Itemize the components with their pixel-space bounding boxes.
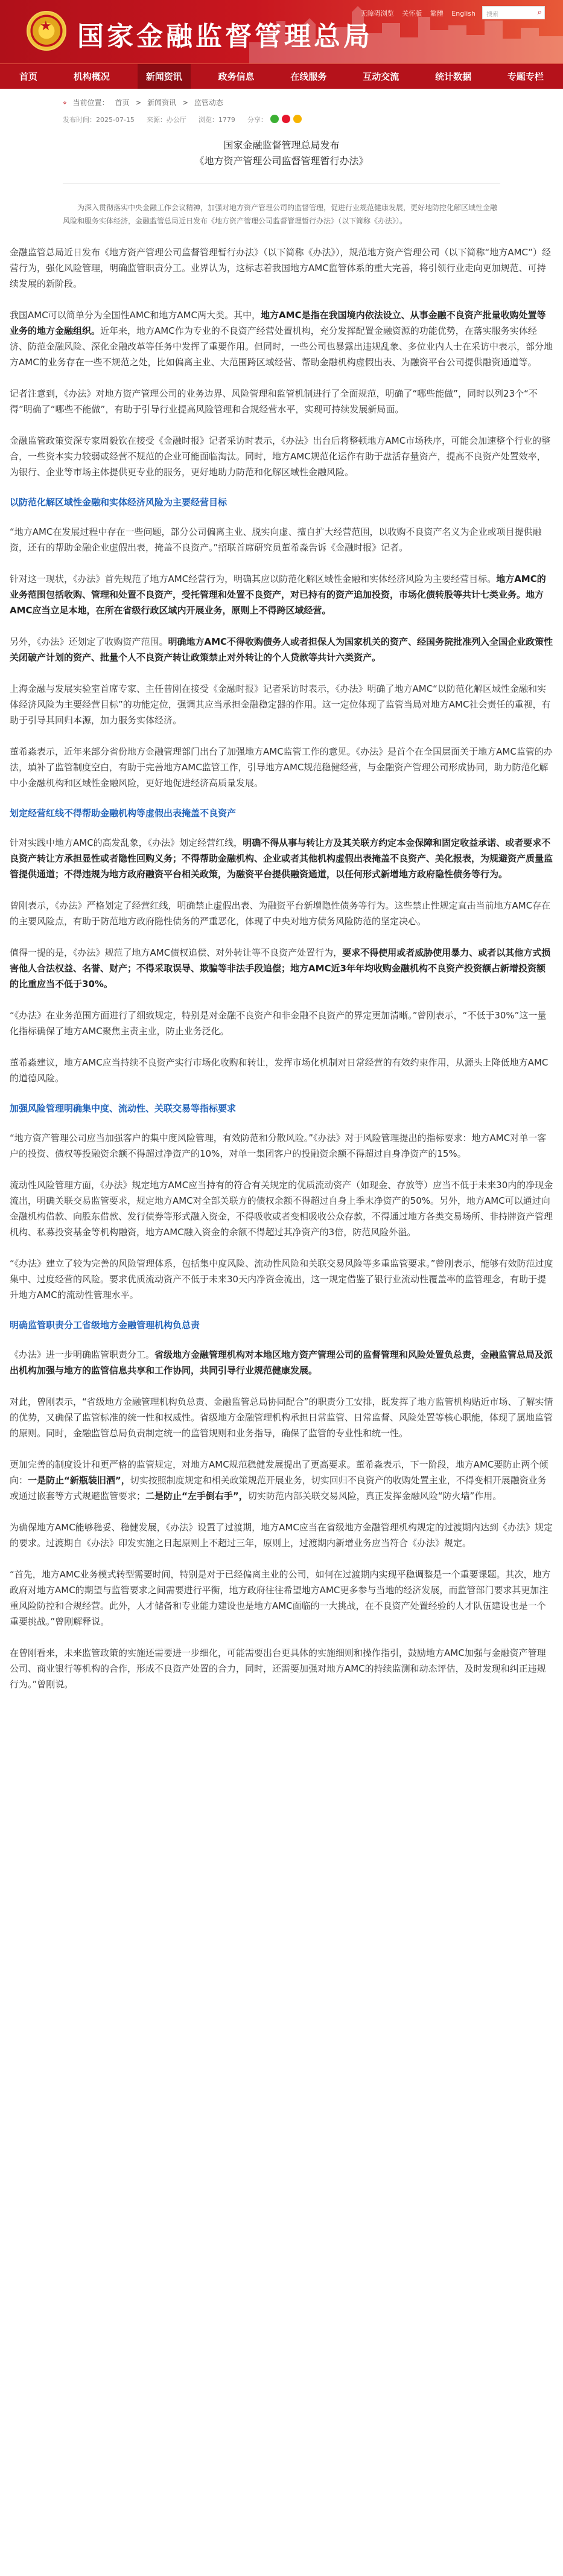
article-paragraph: [10, 1394, 553, 1441]
paragraph-text: 更加完善的制度设计和更严格的监管规定，对地方AMC规范稳健发展提出了更高要求。董希淼表示，下一阶段，地方AMC要防止两个倾向：: [10, 1459, 549, 1486]
paragraph-text: 切实防范内部关联交易风险，真正发挥金融风险“防火墙”作用。: [247, 1491, 502, 1501]
paragraph-text: “地方AMC在发展过程中存在一些问题，部分公司偏离主业、脱实向虚、擅自扩大经营范围，以收购不良资产名义为企业或项目提供融资，还有的帮助金融企业虚假出表，掩盖不良资产。”招联首席研究员董希淼告诉《金融时报》记者。: [10, 526, 542, 553]
paragraph-text: 对此，曾刚表示，“省级地方金融管理机构负总责、金融监管总局协同配合”的职责分工安排，既发挥了地方监管机构贴近市场、了解实情的优势，又确保了监管标准的统一性和权威性。省级地方金融管理机构承担日常监管、日常监督、风险处置等核心职能，体现了属地监管的原则。同时，金融监管总局负责制定统一的监管规则和业务指导，确保了监管的专业性和统一性。: [10, 1396, 553, 1439]
wechat-share-icon[interactable]: [270, 115, 279, 123]
section-heading: 明确监管职责分工省级地方金融管理机构负总责: [10, 1320, 200, 1331]
article-paragraph: [10, 524, 553, 555]
article-title-line1: 国家金融监督管理总局发布: [223, 139, 340, 151]
article-paragraph: [10, 433, 553, 480]
paragraph-text: 金融监管政策资深专家周毅钦在接受《金融时报》记者采访时表示，《办法》出台后将整顿地方AMC市场秩序，可能会加速整个行业的整合，一些资本实力较弱或经营不规范的企业可能面临淘汰。同时，地方AMC规范化运作有助于盘活存量资产，提高不良资产处置效率，为银行、企业等市场主体提供更专业的服务，更好地助力防范和化解区域性金融风险。: [10, 435, 551, 478]
paragraph-text: “首先，地方AMC业务模式转型需要时间，特别是对于已经偏离主业的公司，如何在过渡期内实现平稳调整是一个重要课题。其次，地方政府对地方AMC的期望与监管要求之间需要进行平衡，地方政府往往希望地方AMC更多参与当地的经济发展，而监管部门要求其更加注重风险防控和合规经营。此外，人才储备和专业能力建设也是地方AMC面临的一大挑战，在不良资产处置经验的人才队伍建设也是一个重要挑战。”曾刚解释说。: [10, 1569, 551, 1627]
traditional-chinese-link[interactable]: 繁體: [430, 10, 444, 18]
article-paragraph: [10, 1347, 553, 1378]
weibo-share-icon[interactable]: [282, 115, 290, 123]
emphasis-text: 地方AMC是指在我国境内依法设立、从事金融不良资产批量收购处置等业务的地方金融组织。: [10, 310, 546, 336]
article-paragraph: [10, 1567, 553, 1629]
section-heading: 划定经营红线不得帮助金融机构等虚假出表掩盖不良资产: [10, 808, 237, 819]
article-paragraph: [10, 945, 553, 992]
article-paragraph: [10, 1645, 553, 1692]
article-abstract: 为深入贯彻落实中央金融工作会议精神，加强对地方资产管理公司的监督管理，促进行业规范健康发展，更好地防控化解区域性金融风险和服务实体经济，金融监管总局近日发布《地方资产管理公司监督管理暂行办法》（以下简称《办法》）。: [63, 203, 498, 225]
nav-online-service[interactable]: 在线服务: [290, 71, 327, 82]
article-paragraph: [10, 634, 553, 665]
paragraph-text: 记者注意到，《办法》对地方资产管理公司的业务边界、风险管理和监管机制进行了全面规范，明确了“哪些能做”，同时以列23个“不得”明确了“哪些不能做”，有助于引导行业提高风险管理和合规经营水平，实现可持续发展新局面。: [10, 388, 538, 415]
paragraph-text: 董希淼表示，近年来部分省份地方金融管理部门出台了加强地方AMC监管工作的意见。《办法》是首个在全国层面关于地方AMC监管的办法，填补了监管制度空白，有助于完善地方AMC监管工作，引导地方AMC规范稳健经营，与金融资产管理公司形成协同，助力防范化解中小金融机构和区域性金融风险，更好地促进经济高质量发展。: [10, 746, 553, 788]
site-header: [0, 0, 563, 63]
article-paragraph: [10, 571, 553, 618]
paragraph-text: 《办法》进一步明确监管职责分工。: [10, 1349, 155, 1360]
article-paragraph: [10, 1256, 553, 1303]
search-placeholder: 搜索: [486, 11, 498, 18]
paragraph-text: 上海金融与发展实验室首席专家、主任曾刚在接受《金融时报》记者采访时表示，《办法》明确了地方AMC“以防范化解区域性金融和实体经济风险为主要经营目标”的功能定位，强调其应当承担金融稳定器的作用。这一定位体现了监管当局对地方AMC社会责任的重视，有助于引导其回归本源，加力服务实体经济。: [10, 683, 551, 726]
section-heading: 加强风险管理明确集中度、流动性、关联交易等指标要求: [10, 1103, 237, 1114]
emphasis-text: 一是防止“新瓶装旧酒”，: [28, 1475, 130, 1486]
paragraph-text: 值得一提的是，《办法》规范了地方AMC债权追偿、对外转让等不良资产处置行为，: [10, 947, 343, 958]
paragraph-text: 曾刚表示，《办法》严格划定了经营红线，明确禁止虚假出表、为融资平台新增隐性债务等行为。这些禁止性规定直击当前地方AMC存在的主要风险点，有助于防范地方政府隐性债务的严重恶化，体现了中央对地方债务风险防范的坚定决心。: [10, 900, 551, 927]
paragraph-text: 金融监管总局近日发布《地方资产管理公司监督管理暂行办法》（以下简称《办法》），规范地方资产管理公司（以下简称“地方AMC”）经营行为，强化风险管理，明确监管职责分工。业界认为，这标志着我国地方AMC监管体系的重大完善，将引领行业走向更加规范、可持续发展的新阶段。: [10, 247, 552, 289]
paragraph-text: 在曾刚看来，未来监管政策的实施还需要进一步细化，可能需要出台更具体的实施细则和操作指引，鼓励地方AMC加强与金融资产管理公司、商业银行等机构的合作，形成不良资产处置的合力，同时，还需要加强对地方AMC的持续监测和动态评估，及时发现和纠正违规行为。”曾刚说。: [10, 1648, 546, 1690]
emphasis-text: 明确不得从事与转让方及其关联方约定本金保障和固定收益承诺、或者要求不良资产转让方承担显性或者隐性回购义务；不得帮助金融机构、企业或者其他机构虚假出表掩盖不良资产、美化报表，为规避资产质量监管提供通道；不得违规为地方政府融资平台相关政策，为融资平台提供融资通道，以任何形式新增地方政府隐性债务等行为。: [10, 837, 553, 880]
article-paragraph: [10, 1008, 553, 1039]
paragraph-text: “《办法》建立了较为完善的风险管理体系，包括集中度风险、流动性风险和关联交易风险等多重监管要求。”曾刚表示，能够有效防范过度集中、过度经营的风险。要求优质流动资产不低于未来30天内净资金流出，这一规定借鉴了银行业流动性覆盖率的监管理念，有助于提升地方AMC的流动性管理水平。: [10, 1258, 553, 1300]
search-icon[interactable]: ⌕: [537, 8, 542, 17]
article-paragraph: [10, 1055, 553, 1086]
search-input[interactable]: [482, 6, 545, 19]
article-paragraph: [10, 1520, 553, 1551]
top-links: [355, 8, 476, 18]
article-title: [0, 124, 563, 169]
publish-date: 发布时间：2025-07-15: [63, 116, 135, 124]
breadcrumb: [0, 89, 563, 107]
article-title-line2: 《地方资产管理公司监督管理暂行办法》: [194, 155, 369, 167]
emphasis-text: 要求不得使用或者威胁使用暴力、或者以其他方式损害他人合法权益、名誉、财产；不得采取误导、欺骗等非法手段追偿；地方AMC近3年年均收购金融机构不良资产投资额占新增投资额的比重应当不低于30%。: [10, 947, 551, 989]
section-heading: 以防范化解区域性金融和实体经济风险为主要经营目标: [10, 497, 227, 508]
breadcrumb-home[interactable]: 首页: [115, 98, 130, 107]
location-icon: ⌖: [63, 98, 67, 107]
article-paragraph: [10, 307, 553, 370]
share-label: 分享：: [247, 116, 267, 124]
breadcrumb-current[interactable]: 监管动态: [194, 98, 223, 107]
main-nav: [0, 63, 563, 89]
paragraph-text: 针对实践中地方AMC的高发乱象，《办法》划定经营红线，: [10, 837, 243, 848]
emphasis-text: 明确地方AMC不得收购债务人或者担保人为国家机关的资产、经国务院批准列入全国企业政策性关闭破产计划的资产、批量个人不良资产转让政策禁止对外转让的个人贷款等共计六类资产。: [10, 636, 553, 663]
article-meta: [0, 107, 563, 124]
article-paragraph: [10, 898, 553, 929]
paragraph-text: 为确保地方AMC能够稳妥、稳健发展，《办法》设置了过渡期，地方AMC应当在省级地方金融管理机构规定的过渡期内达到《办法》规定的要求。过渡期自《办法》印发实施之日起原则上不超过三年，原则上，过渡期内新增业务应当符合《办法》规定。: [10, 1522, 553, 1548]
paragraph-text: 另外，《办法》还划定了收购资产范围。: [10, 636, 168, 647]
nav-about[interactable]: 机构概况: [73, 71, 110, 82]
article-paragraph: [10, 386, 553, 417]
paragraph-text: 董希淼建议，地方AMC应当持续不良资产实行市场化收购和转让，发挥市场化机制对日常经营的有效约束作用，从源头上降低地方AMC的道德风险。: [10, 1057, 549, 1084]
article-paragraph: [10, 1177, 553, 1240]
national-emblem-icon[interactable]: ★: [27, 11, 66, 51]
article-paragraph: [10, 681, 553, 728]
paragraph-text: 流动性风险管理方面，《办法》规定地方AMC应当持有的符合有关规定的优质流动资产（如现金、存放等）应当不低于未来30内的净现金流出，明确关联交易监管要求，规定地方AMC对全部关联方的债权余额不得超过自身上季末净资产的50%。另外，地方AMC可以通过向金融机构借款、向股东借款、发行债券等形式融入资金，不得吸收或者变相吸收公众存款，不得通过地方各类交易场所、非持牌资产管理机构、私募投资基金等机构融资，地方AMC融入资金的余额不得超过其净资产的3倍，防范风险外溢。: [10, 1180, 553, 1238]
article-paragraph: [10, 244, 553, 292]
paragraph-text: “地方资产管理公司应当加强客户的集中度风险管理，有效防范和分散风险。”《办法》对于风险管理提出的指标要求：地方AMC对单一客户的投资、债权等投融资余额不得超过净资产的10%，对单一集团客户的投融资余额不得超过自身净资产的15%。: [10, 1133, 547, 1159]
nav-news[interactable]: 新闻资讯: [138, 64, 191, 89]
view-count: 浏览：1779: [198, 116, 235, 124]
breadcrumb-separator: >: [182, 98, 189, 107]
nav-topics[interactable]: 专题专栏: [507, 71, 544, 82]
emphasis-text: 地方AMC的业务范围包括收购、管理和处置不良资产，受托管理和处置不良资产，对已持有的资产追加投资，市场化债转股等共计七类业务。地方AMC应当立足本地，在所在省级行政区域内开展业务，原则上不得跨区域经营。: [10, 574, 546, 616]
accessibility-link[interactable]: 无障碍浏览: [360, 10, 394, 18]
qzone-share-icon[interactable]: [293, 115, 302, 123]
emphasis-text: 省级地方金融管理机构对本地区地方资产管理公司的监督管理和风险处置负总责，金融监管总局及派出机构加强与地方的监管信息共享和工作协同，共同引导行业规范健康发展。: [10, 1349, 553, 1376]
nav-government-info[interactable]: 政务信息: [218, 71, 255, 82]
paragraph-text: “《办法》在业务范围方面进行了细致规定，特别是对金融不良资产和非金融不良资产的界定更加清晰。”曾刚表示，“不低于30%”这一量化指标确保了地方AMC聚焦主责主业，防止业务泛化。: [10, 1010, 547, 1037]
share-bar: [247, 115, 302, 124]
emphasis-text: 二是防止“左手倒右手”，: [145, 1491, 248, 1501]
paragraph-text: 切实按照制度规定和相关政策规范开展业务，切实回归不良资产的收购处置主业，不得变相开展融资业务或通过嵌套等方式规避监管要求；: [10, 1475, 547, 1501]
paragraph-text: 针对这一现状，《办法》首先规范了地方AMC经营行为，明确其应以防范化解区域性金融和实体经济风险为主要经营目标。: [10, 574, 497, 584]
nav-interaction[interactable]: 互动交流: [363, 71, 399, 82]
article-body: [0, 228, 563, 1732]
care-mode-link[interactable]: 关怀版: [402, 10, 422, 18]
site-title[interactable]: 国家金融监督管理总局: [77, 21, 373, 52]
paragraph-text: 近年来，地方AMC作为专业的不良资产经营处置机构，充分发挥配置金融资源的功能优势，在落实服务实体经济、防范金融风险、深化金融改革等任务中发挥了重要作用。但同时，一些公司也暴露出违规乱象、多位业内人士在采访中表示，部分地方AMC的业务存在一些不规范之处，比如偏离主业、大范围跨区域经营、帮助金融机构虚假出表、为融资平台公司提供融资通道等。: [10, 325, 553, 368]
article-paragraph: [10, 1130, 553, 1162]
paragraph-text: 我国AMC可以简单分为全国性AMC和地方AMC两大类。其中，: [10, 310, 261, 321]
article-source: 来源：办公厅: [146, 116, 186, 124]
breadcrumb-prefix: 当前位置：: [72, 98, 109, 107]
breadcrumb-news[interactable]: 新闻资讯: [147, 98, 177, 107]
article-paragraph: [10, 835, 553, 882]
article-paragraph: [10, 744, 553, 791]
english-link[interactable]: English: [451, 10, 476, 18]
article-paragraph: [10, 1457, 553, 1504]
nav-statistics[interactable]: 统计数据: [435, 71, 472, 82]
nav-home[interactable]: 首页: [19, 71, 38, 82]
breadcrumb-separator: >: [135, 98, 142, 107]
